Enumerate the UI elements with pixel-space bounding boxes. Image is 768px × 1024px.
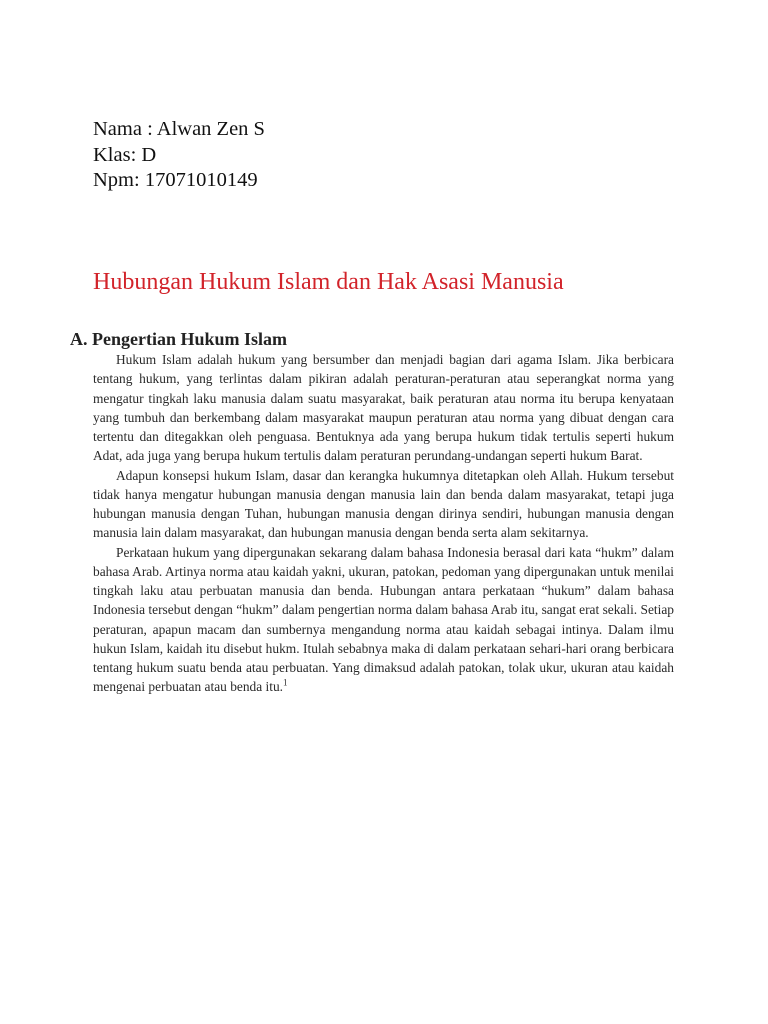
student-name: Nama : Alwan Zen S [93,118,265,140]
section-heading: A. Pengertian Hukum Islam [70,329,288,349]
paragraph-3-text: Perkataan hukum yang dipergunakan sekarang dalam bahasa Indonesia berasal dari kata “hukm” dalam bahasa Arab. Artinya norma atau kaidah yakni, ukuran, patokan, pedoman yang dipergunakan untuk menilai tingkah laku atau perbuatan manusia dan benda. Hubungan antara perkataan “hukum” dalam bahasa Indonesia tersebut dengan “hukm” dalam pengertian norma dalam bahasa Arab itu, sangat erat sekali. Setiap peraturan, apapun macam dan sumbernya mengandung norma atau kaidah sebagai intinya. Dalam ilmu hukun Islam, kaidah itu disebut hukm. Itulah sebabnya maka di dalam perkataan sehari-hari orang berbicara tentang hukum suatu benda atau perbuatan. Yang dimaksud adalah patokan, tolak ukur, ukuran atau kaidah mengenai perbuatan atau benda itu. [93,544,674,695]
student-info [93,117,265,194]
footnote-reference[interactable]: 1 [283,677,288,688]
student-class: Klas: D [93,143,157,166]
paragraph-1: Hukum Islam adalah hukum yang bersumber dan menjadi bagian dari agama Islam. Jika berbicara tentang hukum, yang terlintas dalam pikiran adalah peraturan-peraturan atau seperangkat norma yang mengatur tingkah laku manusia dalam suatu masyarakat, baik peraturan atau norma itu berupa kenyataan yang tumbuh dan berkembang dalam masyarakat maupun peraturan atau norma yang dibuat dengan cara tertentu dan ditegakkan oleh penguasa. Bentuknya ada yang berupa hukum tidak tertulis seperti hukum Adat, ada juga yang berupa hukum tertulis dalam peraturan perundang-undangan seperti hukum Barat. [93,352,674,464]
document-title: Hubungan Hukum Islam dan Hak Asasi Manusia [93,269,564,295]
section-body [93,350,674,697]
paragraph-2: Adapun konsepsi hukum Islam, dasar dan kerangka hukumnya ditetapkan oleh Allah. Hukum tersebut tidak hanya mengatur hubungan manusia dengan manusia lain dan benda dalam masyarakat, tetapi juga hubungan manusia dengan Tuhan, hubungan manusia dengan dirinya sendiri, hubungan manusia dengan manusia lain dalam masyarakat, dan hubungan manusia dengan benda serta alam sekitarnya. [93,467,674,541]
student-npm: Npm: 17071010149 [93,169,258,191]
paragraph-3 [93,543,674,697]
